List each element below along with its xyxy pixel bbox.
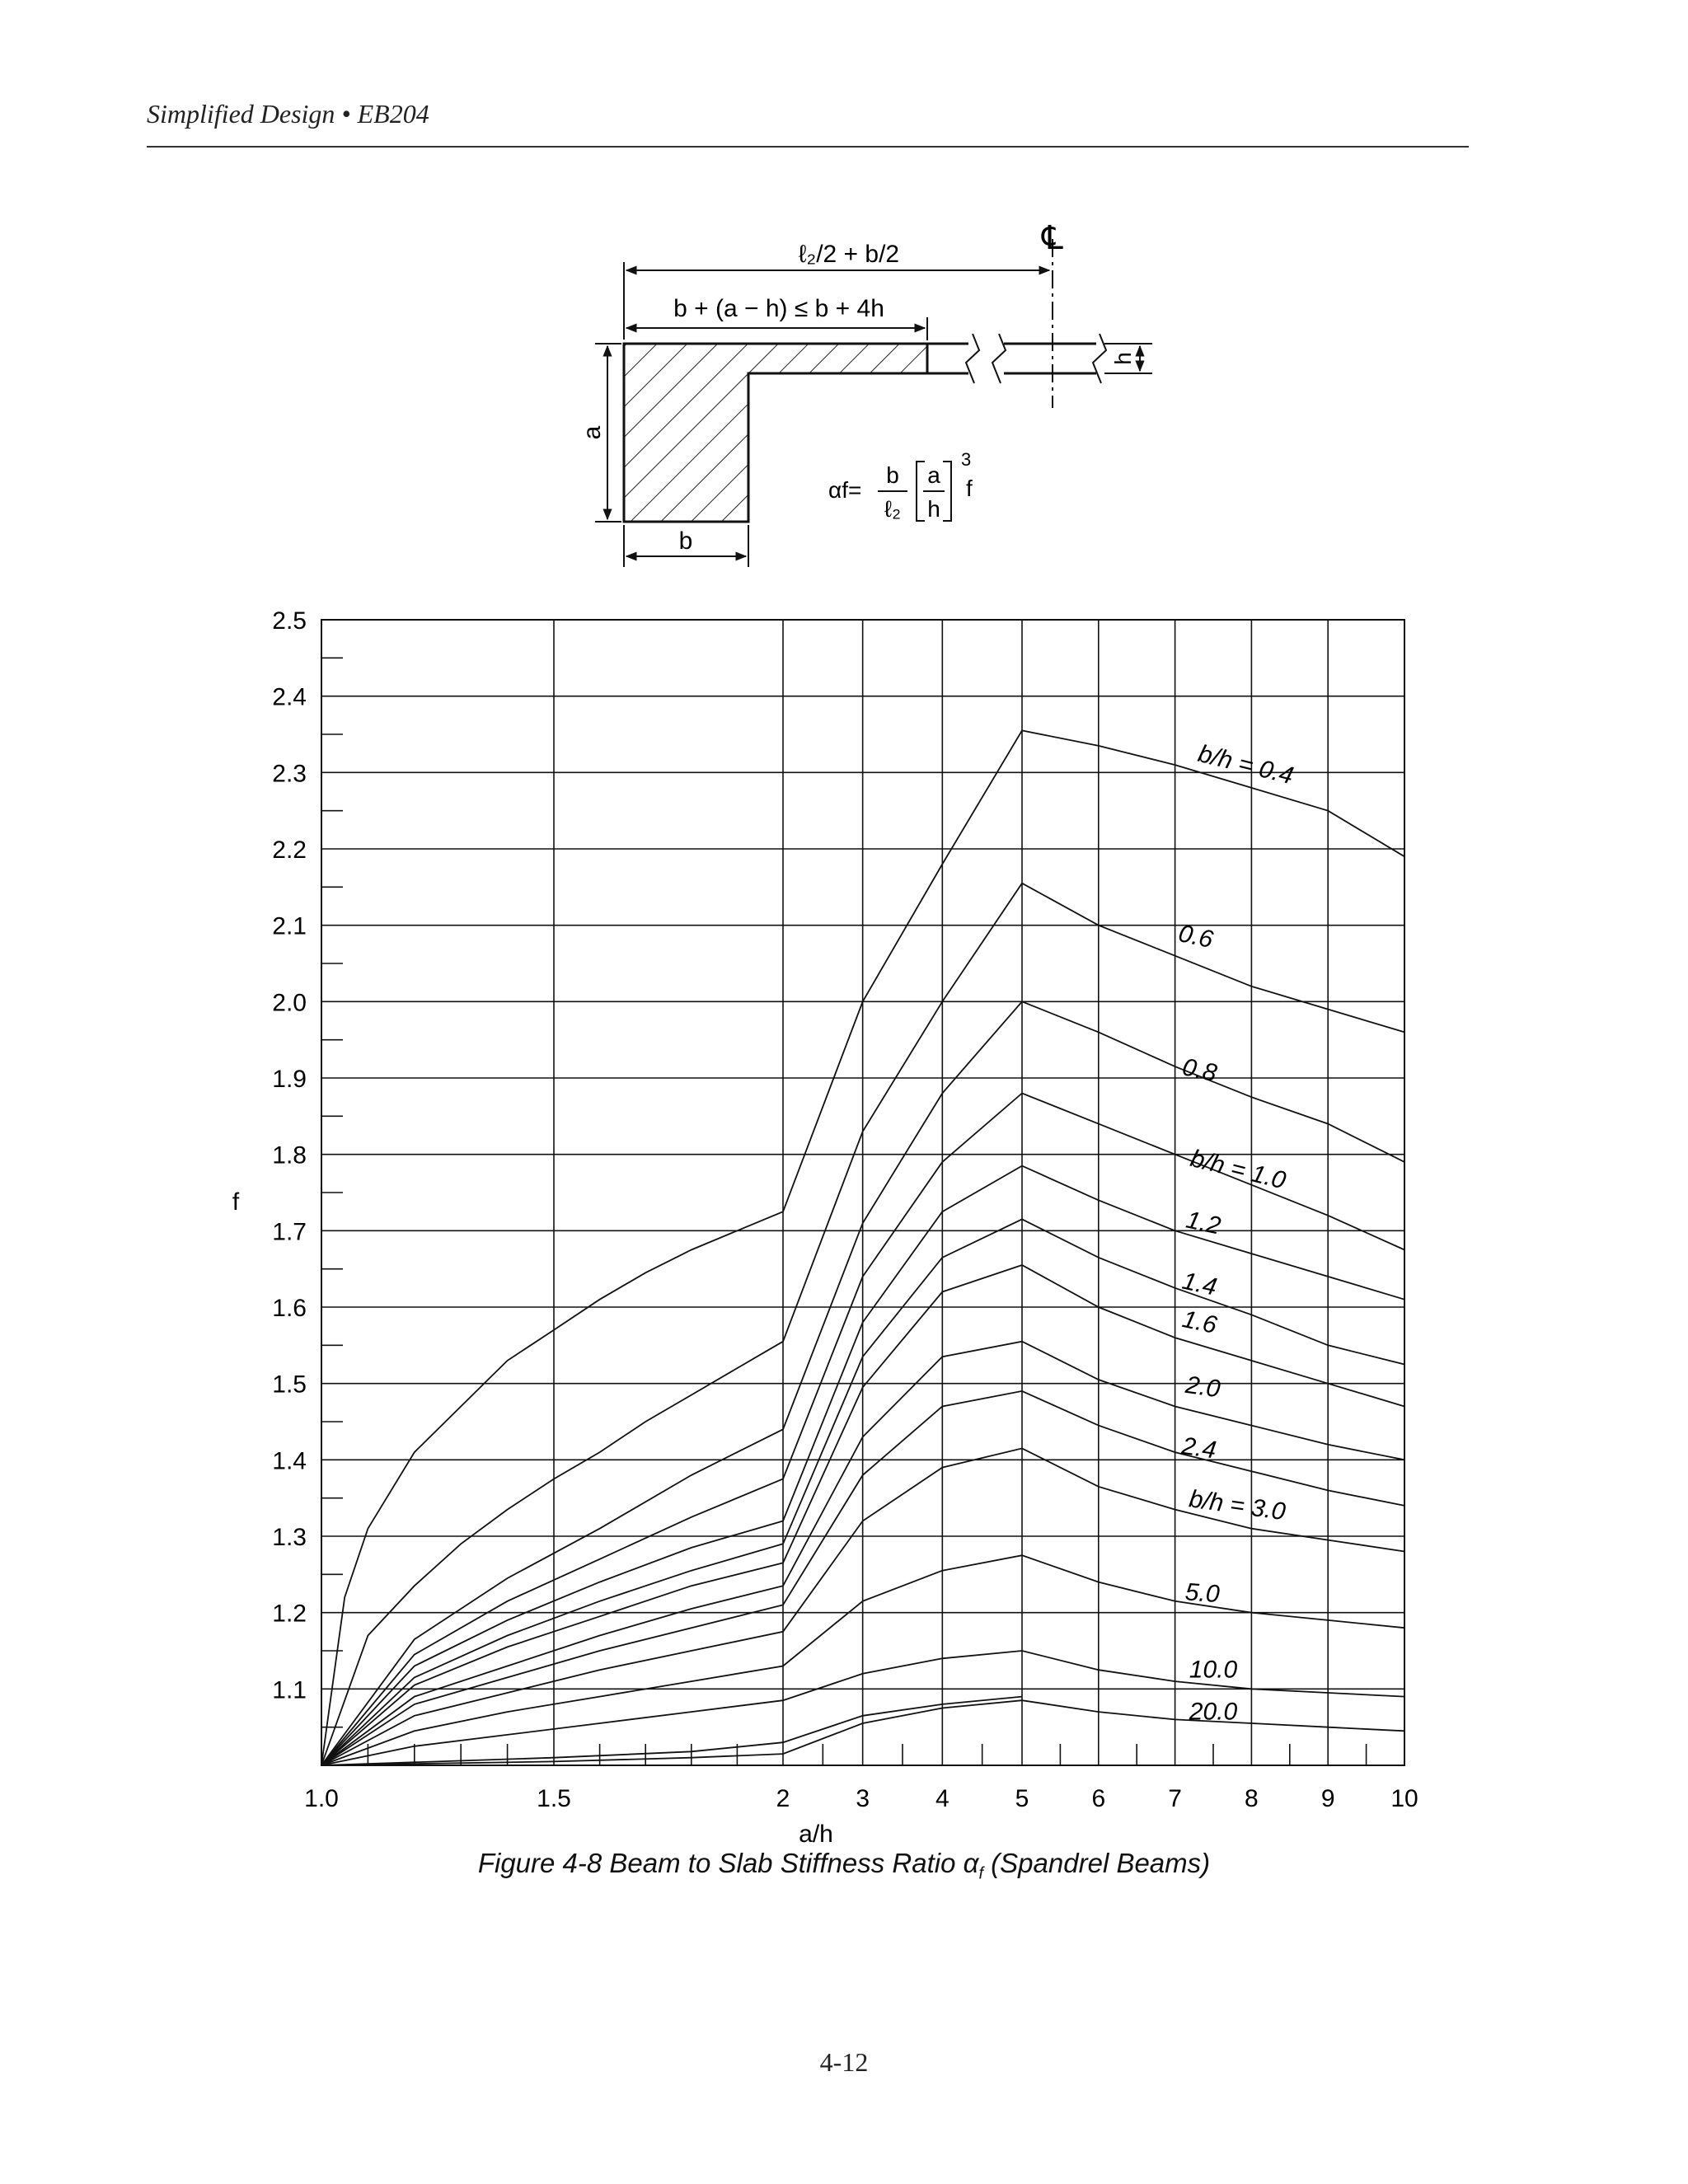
x-tick-label: 9	[1320, 1785, 1335, 1812]
y-tick-label: 1.8	[272, 1141, 307, 1169]
x-tick-label: 4	[935, 1785, 950, 1812]
x-tick-label: 10	[1390, 1785, 1418, 1812]
curve-label: 20.0	[1189, 1698, 1238, 1726]
y-tick-label: 2.3	[272, 760, 307, 788]
y-tick-label: 1.1	[272, 1676, 307, 1704]
curve-label: 0.6	[1175, 920, 1216, 954]
formula-bracket-top: a	[927, 462, 940, 488]
caption-alpha-subscript: f	[978, 1864, 984, 1883]
curve-label: 1.6	[1179, 1305, 1220, 1339]
figure-caption	[0, 1848, 1688, 1884]
x-tick-label: 6	[1091, 1785, 1106, 1812]
y-tick-label: 1.9	[272, 1066, 307, 1093]
label-slab: h	[1110, 352, 1136, 365]
curve-label: 10.0	[1189, 1656, 1238, 1684]
y-tick-label: 2.4	[272, 683, 307, 711]
y-tick-label: 1.5	[272, 1371, 307, 1399]
y-axis-label: f	[232, 1188, 240, 1216]
x-tick-label: 1.5	[537, 1785, 571, 1812]
curve-label: b/h = 0.4	[1195, 739, 1296, 790]
y-tick-label: 1.7	[272, 1218, 307, 1246]
y-tick-label: 2.1	[272, 912, 307, 940]
y-tick-label: 1.2	[272, 1600, 307, 1628]
y-tick-label: 2.2	[272, 837, 307, 864]
curve-series-13	[321, 1697, 1022, 1765]
curve-label: b/h = 3.0	[1187, 1485, 1287, 1526]
y-tick-label: 1.3	[272, 1524, 307, 1551]
curve-label: 1.2	[1184, 1206, 1223, 1240]
chart-curve-labels	[1176, 740, 1296, 1726]
curve-label: 2.4	[1179, 1432, 1218, 1465]
x-tick-label: 8	[1245, 1785, 1259, 1812]
curve-label: 1.4	[1179, 1267, 1220, 1301]
caption-alpha: α	[963, 1848, 979, 1878]
break-mark-right	[1093, 334, 1106, 383]
formula-numerator: b	[886, 462, 899, 488]
running-header: Simplified Design • EB204	[147, 99, 429, 129]
x-axis-label: a/h	[799, 1821, 833, 1848]
x-axis-tick-labels	[304, 1785, 1418, 1812]
formula-suffix: f	[966, 476, 973, 501]
y-tick-label: 2.0	[272, 989, 307, 1017]
caption-lead: Figure 4-8 Beam to Slab Stiffness Ratio	[477, 1848, 964, 1878]
beam-section	[624, 344, 927, 522]
curve-label: b/h = 1.0	[1188, 1145, 1289, 1195]
y-axis-tick-labels	[272, 607, 307, 1704]
curve-label: 0.8	[1179, 1053, 1220, 1088]
x-tick-label: 2	[776, 1785, 790, 1812]
spandrel-section-diagram	[579, 219, 1152, 567]
stiffness-chart	[232, 607, 1418, 1848]
formula-exponent: 3	[961, 449, 972, 470]
label-total-width: ℓ₂/2 + b/2	[798, 241, 900, 268]
break-mark-middle	[992, 334, 1006, 383]
label-depth: a	[579, 425, 606, 440]
break-mark-left	[966, 334, 979, 383]
curve-label: 2.0	[1184, 1371, 1222, 1404]
label-web: b	[678, 527, 693, 555]
y-tick-label: 2.5	[272, 607, 307, 635]
page-number: 4-12	[819, 2047, 869, 2077]
y-tick-label: 1.6	[272, 1295, 307, 1322]
formula-bracket-bottom: h	[927, 496, 940, 522]
x-tick-label: 5	[1015, 1785, 1029, 1812]
y-tick-label: 1.4	[272, 1447, 307, 1475]
curve-label: 5.0	[1184, 1578, 1221, 1609]
centerline-symbol: ℄	[1042, 219, 1063, 257]
formula-lhs: αf=	[828, 477, 862, 503]
x-tick-label: 3	[856, 1785, 870, 1812]
label-flange-width: b + (a − h) ≤ b + 4h	[673, 295, 884, 322]
formula-denominator: ℓ₂	[884, 496, 901, 522]
x-tick-label: 7	[1168, 1785, 1182, 1812]
caption-tail: (Spandrel Beams)	[983, 1848, 1211, 1878]
x-tick-label: 1.0	[304, 1785, 339, 1812]
stiffness-formula	[828, 449, 973, 522]
